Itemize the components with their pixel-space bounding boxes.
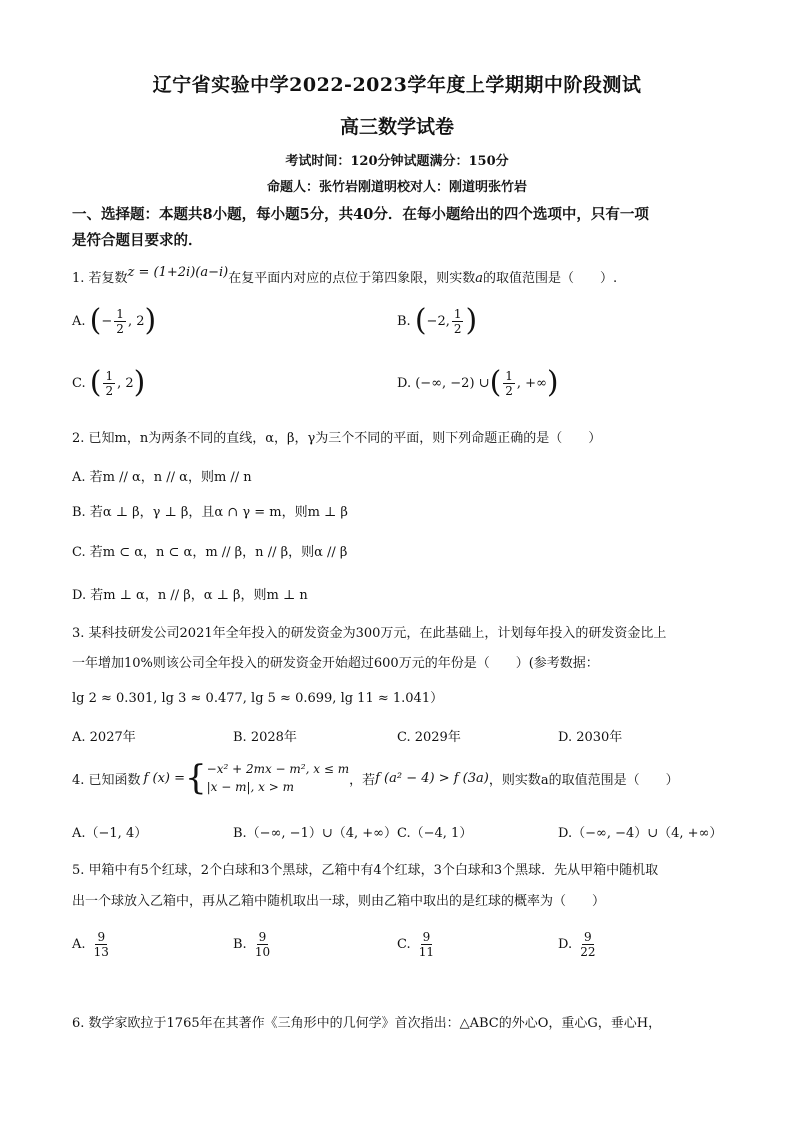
section-heading-line1: 一、选择题：本题共8小题，每小题5分，共40分．在每小题给出的四个选项中，只有一项	[72, 206, 649, 223]
q5-option-a: A. $\frac{9}{13}$	[72, 930, 109, 959]
q5-option-d: D. $\frac{9}{22}$	[558, 930, 596, 959]
q5-d-fraction: $\frac{9}{22}$	[580, 930, 596, 959]
q2-option-a: A. 若m // α，n // α，则m // n	[72, 470, 252, 485]
question-5-line1: 5. 甲箱中有5个红球，2个白球和3个黑球，乙箱中有4个红球，3个白球和3个黑球．先从甲箱中随机取	[72, 863, 659, 878]
q4-option-b: B.（−∞, −1）∪（4, +∞）	[233, 826, 397, 841]
q1-d-fraction: $\frac{1}{2}$	[505, 368, 513, 398]
q4-case-1: −x² + 2mx − m², x ≤ m	[206, 762, 350, 776]
exam-title: 辽宁省实验中学2022-2023学年度上学期期中阶段测试	[152, 74, 642, 96]
q5-option-c: C. $\frac{9}{11}$	[397, 930, 435, 959]
q3-option-b: B. 2028年	[233, 730, 297, 745]
exam-authors: 命题人：张竹岩刚道明校对人：刚道明张竹岩	[266, 180, 527, 195]
question-3-reference-data: lg 2 ≈ 0.301, lg 3 ≈ 0.477, lg 5 ≈ 0.699, lg 11 ≈ 1.041）	[72, 691, 444, 706]
q1-c-fraction: $\frac{1}{2}$	[105, 368, 114, 398]
question-4-stem: 4. 已知函数 f (x) = { −x² + 2mx − m², x ≤ m |x − m|, x > m ，若 f (a² − 4) > f (3a) ，则实数a的取值范围是（ ）	[72, 758, 679, 798]
section-heading-line2: 是符合题目要求的．	[72, 232, 203, 249]
q1-option-c: C. ( $\frac{1}{2}$ , 2 )	[72, 365, 146, 400]
q3-option-a: A. 2027年	[72, 730, 136, 745]
q3-option-d: D. 2030年	[558, 730, 623, 745]
question-2-stem: 2. 已知m，n为两条不同的直线，α，β，γ为三个不同的平面，则下列命题正确的是（ ）	[72, 431, 602, 446]
question-1-stem	[72, 265, 732, 290]
q1-expression: z = (1+2i)(a−i)	[127, 265, 229, 280]
q1-option-b: B. ( −2, $\frac{1}{2}$ )	[397, 303, 478, 338]
q1-b-fraction: $\frac{1}{2}$	[453, 306, 462, 336]
q5-c-fraction: $\frac{9}{11}$	[418, 930, 435, 959]
q4-function-name: f (x) =	[143, 770, 185, 786]
q2-option-c: C. 若m ⊂ α，n ⊂ α，m // β，n // β，则α // β	[72, 545, 348, 560]
q2-option-b: B. 若α ⊥ β，γ ⊥ β，且α ∩ γ = m，则m ⊥ β	[72, 505, 348, 520]
q4-condition: f (a² − 4) > f (3a)	[375, 770, 489, 786]
q1-option-a: A. ( − $\frac{1}{2}$ , 2 )	[72, 303, 157, 338]
q4-piecewise	[207, 760, 349, 796]
question-3-line2: 一年增加10%则该公司全年投入的研发资金开始超过600万元的年份是（ ）(参考数据：	[72, 656, 599, 671]
q5-b-fraction: $\frac{9}{10}$	[254, 930, 271, 959]
q1-suffix: 的取值范围是（ ）.	[483, 271, 618, 286]
exam-info: 考试时间：120分钟试题满分：150分	[285, 154, 509, 169]
q4-option-a: A.（−1, 4）	[72, 826, 148, 841]
q1-a-fraction: $\frac{1}{2}$	[116, 306, 124, 336]
q4-option-d: D.（−∞, −4）∪（4, +∞）	[558, 826, 723, 841]
q2-option-d: D. 若m ⊥ α，n // β，α ⊥ β，则m ⊥ n	[72, 588, 308, 603]
q4-option-c: C.（−4, 1）	[397, 826, 473, 841]
q1-mid: 在复平面内对应的点位于第四象限，则实数	[228, 271, 476, 286]
exam-subtitle: 高三数学试卷	[339, 116, 454, 138]
q5-a-fraction: $\frac{9}{13}$	[93, 930, 109, 959]
q1-variable: a	[475, 271, 484, 286]
q4-case-2: |x − m|, x > m	[206, 780, 295, 794]
q1-option-d: D. (−∞, −2) ∪ ( $\frac{1}{2}$ , +∞ )	[397, 365, 559, 400]
question-3-line1: 3. 某科技研发公司2021年全年投入的研发资金为300万元，在此基础上，计划每年投入的研发资金比上	[72, 626, 667, 641]
q5-option-b: B. $\frac{9}{10}$	[233, 930, 271, 959]
question-5-line2: 出一个球放入乙箱中，再从乙箱中随机取出一球，则由乙箱中取出的是红球的概率为（ ）	[72, 894, 606, 909]
q1-prefix: 1. 若复数	[72, 271, 128, 286]
q3-option-c: C. 2029年	[397, 730, 461, 745]
question-6-line1: 6. 数学家欧拉于1765年在其著作《三角形中的几何学》首次指出：△ABC的外心O，重心G，垂心H，	[72, 1016, 662, 1031]
